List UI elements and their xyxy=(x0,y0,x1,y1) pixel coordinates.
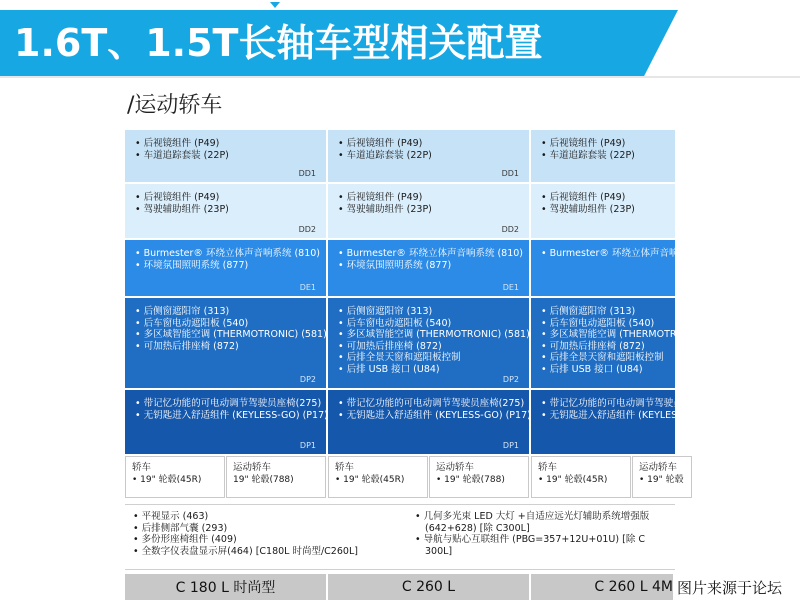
wheel-spec: • 19" 轮毂(788) xyxy=(436,474,522,486)
section-subtitle: /运动轿车 xyxy=(127,93,223,118)
option-item: • 车道追踪套装 (22P) xyxy=(541,150,667,162)
option-item: • 后车窗电动遮阳板 (540) xyxy=(338,318,521,330)
package-code: DD1 xyxy=(501,169,519,178)
wheel-row xyxy=(125,456,684,498)
wheel-body-type: 运动轿车 xyxy=(436,462,475,473)
option-item: • 多区域智能空调 (THERMOTRONIC) (581) xyxy=(135,329,318,341)
option-item: • 多区域智能空调 (THERMOTRONIC) (581) xyxy=(338,329,521,341)
package-cell xyxy=(328,184,529,238)
option-item: • 无钥匙进入舒适组件 (KEYLESS- xyxy=(541,410,667,422)
package-cell xyxy=(531,390,702,454)
wheel-cell xyxy=(328,456,428,498)
wheel-spec: • 19" 轮毂(45R) xyxy=(538,474,624,486)
feature-item: • 平视显示 (463) xyxy=(133,511,358,523)
package-row-dp1 xyxy=(125,390,702,454)
package-cell xyxy=(328,240,529,296)
feature-item: • 导航与贴心互联组件 (PBG=357+12U+01U) [除 C xyxy=(415,534,649,546)
page-title: 1.6T、1.5T长轴车型相关配置 xyxy=(14,21,543,65)
option-item: • 车道追踪套装 (22P) xyxy=(135,150,318,162)
standard-features-left xyxy=(133,511,358,557)
model-row xyxy=(125,574,675,600)
package-cell xyxy=(531,240,679,296)
option-item: • 后视镜组件 (P49) xyxy=(338,138,521,150)
package-code: DE1 xyxy=(299,283,316,292)
option-item: • 后车窗电动遮阳板 (540) xyxy=(135,318,318,330)
wheel-body-type: 轿车 xyxy=(132,462,152,473)
wheel-spec: • 19" 轮毂 xyxy=(639,474,685,486)
package-row-de1 xyxy=(125,240,679,296)
package-code: DP2 xyxy=(299,375,316,384)
package-code: DE1 xyxy=(502,283,519,292)
option-item: • 无钥匙进入舒适组件 (KEYLESS-GO) (P17) xyxy=(338,410,521,422)
option-item: • 车道追踪套装 (22P) xyxy=(338,150,521,162)
feature-item: • 几何多光束 LED 大灯 +自适应远光灯辅助系统增强版 xyxy=(415,511,649,523)
option-item: • 多区域智能空调 (THERMOTRONIC xyxy=(541,329,667,341)
config-table xyxy=(125,130,702,600)
header-banner xyxy=(0,0,800,82)
wheel-cell xyxy=(125,456,225,498)
option-item: • 驾驶辅助组件 (23P) xyxy=(541,204,667,216)
option-item: • 带记忆功能的可电动调节驾驶员座椅(275) xyxy=(135,398,318,410)
feature-item: • 多份形座椅组件 (409) xyxy=(133,534,358,546)
option-item: • 可加热后排座椅 (872) xyxy=(135,341,318,353)
package-cell xyxy=(125,240,326,296)
wheel-body-type: 运动轿车 xyxy=(639,462,678,473)
banner-divider xyxy=(0,76,800,78)
wheel-cell xyxy=(226,456,326,498)
package-cell xyxy=(125,130,326,182)
package-cell xyxy=(531,130,675,182)
package-row-dd2 xyxy=(125,184,675,238)
feature-item: • 全数字仪表盘显示屏(464) [C180L 时尚型/C260L] xyxy=(133,546,358,558)
package-code: DD1 xyxy=(298,169,316,178)
model-name: C 180 L 时尚型 xyxy=(125,574,328,600)
package-cell xyxy=(125,184,326,238)
option-item: • 可加热后排座椅 (872) xyxy=(338,341,521,353)
package-cell xyxy=(125,390,326,454)
option-item: • 带记忆功能的可电动调节驾驶员座椅(275) xyxy=(338,398,521,410)
option-item: • 后视镜组件 (P49) xyxy=(135,138,318,150)
option-item: • 后侧窗遮阳帘 (313) xyxy=(135,306,318,318)
option-item: • 可加热后排座椅 (872) xyxy=(541,341,667,353)
option-item: • 后侧窗遮阳帘 (313) xyxy=(541,306,667,318)
package-code: DD2 xyxy=(501,225,519,234)
option-item: • 后视镜组件 (P49) xyxy=(541,192,667,204)
package-cell xyxy=(328,390,529,454)
wheel-cell xyxy=(429,456,529,498)
wheel-spec: 19" 轮毂(788) xyxy=(233,475,294,485)
standard-features-right xyxy=(415,511,649,557)
option-item: • 环境氛围照明系统 (877) xyxy=(338,260,521,272)
feature-item: • 后排侧部气囊 (293) xyxy=(133,523,358,535)
option-item: • 环境氛围照明系统 (877) xyxy=(135,260,318,272)
option-item: • 后视镜组件 (P49) xyxy=(541,138,667,150)
wheel-body-type: 运动轿车 xyxy=(233,462,272,473)
wheel-cell xyxy=(531,456,631,498)
package-code: DP1 xyxy=(299,441,316,450)
option-item: • 带记忆功能的可电动调节驾驶员座椅 xyxy=(541,398,667,410)
package-cell xyxy=(531,298,701,388)
option-item: • 后车窗电动遮阳板 (540) xyxy=(541,318,667,330)
model-name: C 260 L 4M xyxy=(531,574,675,600)
package-code: DP1 xyxy=(502,441,519,450)
option-item: • 后视镜组件 (P49) xyxy=(135,192,318,204)
option-item: • 后视镜组件 (P49) xyxy=(338,192,521,204)
package-row-dd1 xyxy=(125,130,675,182)
wheel-body-type: 轿车 xyxy=(335,462,355,473)
feature-item-continuation: 300L] xyxy=(425,545,453,557)
package-cell xyxy=(328,130,529,182)
option-item: • 驾驶辅助组件 (23P) xyxy=(135,204,318,216)
package-cell xyxy=(531,184,675,238)
option-item: • 后侧窗遮阳帘 (313) xyxy=(338,306,521,318)
wheel-spec: • 19" 轮毂(45R) xyxy=(335,474,421,486)
wheel-cell xyxy=(632,456,692,498)
option-item: • 后排全景天窗和遮阳板控制 xyxy=(338,352,521,364)
package-code: DD2 xyxy=(298,225,316,234)
option-item: • 无钥匙进入舒适组件 (KEYLESS-GO) (P17) xyxy=(135,410,318,422)
image-source-caption: 图片来源于论坛 xyxy=(677,579,783,597)
package-row-dp2 xyxy=(125,298,701,388)
wheel-spec: • 19" 轮毂(45R) xyxy=(132,474,218,486)
feature-item-continuation: (642+628) [除 C300L] xyxy=(425,522,530,534)
standard-features-row xyxy=(125,504,675,570)
top-marker-icon xyxy=(270,2,280,8)
package-code: DP2 xyxy=(502,375,519,384)
option-item: • Burmester® 环绕立体声音响系统 (810) xyxy=(135,248,318,260)
model-name: C 260 L xyxy=(328,574,531,600)
option-item: • 后排 USB 接口 (U84) xyxy=(541,364,667,376)
option-item: • Burmester® 环绕立体声音响系统 (810) xyxy=(338,248,521,260)
option-item: • 驾驶辅助组件 (23P) xyxy=(338,204,521,216)
package-cell xyxy=(328,298,529,388)
option-item: • 后排全景天窗和遮阳板控制 xyxy=(541,352,667,364)
package-cell xyxy=(125,298,326,388)
option-item: • Burmester® 环绕立体声音响 xyxy=(541,248,667,260)
option-item: • 后排 USB 接口 (U84) xyxy=(338,364,521,376)
wheel-body-type: 轿车 xyxy=(538,462,558,473)
